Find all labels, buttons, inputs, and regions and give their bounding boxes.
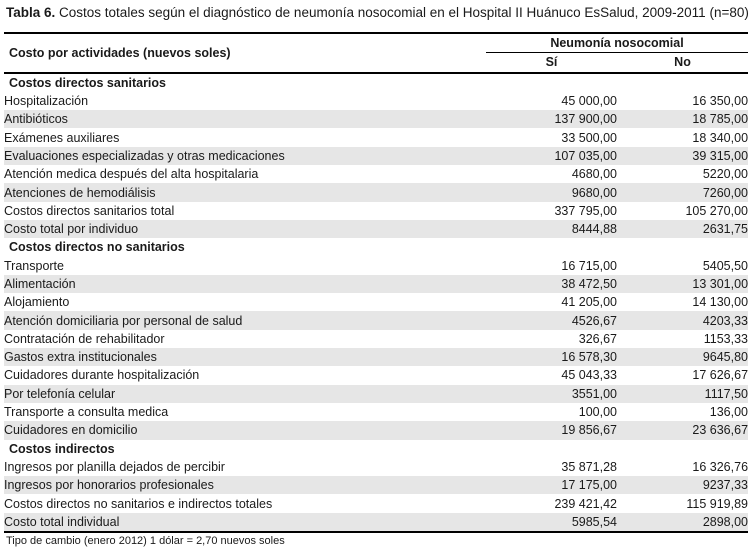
value-no: 2898,00 — [617, 513, 748, 532]
table-row — [4, 421, 748, 439]
table-row — [4, 275, 748, 293]
value-si: 45 043,33 — [561, 368, 617, 383]
group-header: Neumonía nosocomial — [486, 33, 748, 53]
row-label: Costos directos sanitarios total — [4, 203, 175, 218]
table-row — [4, 366, 748, 384]
value-si: 3551,00 — [486, 385, 617, 403]
value-no: 7260,00 — [617, 183, 748, 201]
table-row — [4, 513, 748, 532]
row-label: Transporte a consulta medica — [4, 405, 169, 420]
value-no: 9237,33 — [617, 476, 748, 494]
section-row — [4, 73, 748, 92]
table-row — [4, 183, 748, 201]
row-label: Cuidadores durante hospitalización — [4, 368, 200, 383]
section-row — [4, 238, 748, 256]
row-label: Atención medica después del alta hospitalaria — [4, 167, 259, 182]
row-label: Ingresos por planilla dejados de percibir — [4, 459, 225, 474]
row-label: Ingresos por honorarios profesionales — [4, 476, 486, 494]
table-caption — [6, 5, 748, 21]
header-row-top — [4, 33, 748, 53]
value-si: 19 856,67 — [486, 421, 617, 439]
value-si: 45 000,00 — [561, 94, 617, 109]
table-row — [4, 311, 748, 329]
col-header-si: Sí — [486, 53, 617, 73]
value-si: 17 175,00 — [486, 476, 617, 494]
table-row — [4, 385, 748, 403]
row-label: Costo total individual — [4, 513, 486, 532]
row-label: Atenciones de hemodiálisis — [4, 183, 486, 201]
value-no: 5405,50 — [702, 258, 749, 273]
value-no: 9645,80 — [617, 348, 748, 366]
row-label: Cuidadores en domicilio — [4, 421, 486, 439]
table-row — [4, 165, 748, 183]
table-row — [4, 257, 748, 275]
value-si: 4680,00 — [571, 167, 617, 182]
value-si: 326,67 — [578, 331, 617, 346]
section-title: Costos indirectos — [9, 441, 115, 456]
caption-text: Costos totales según el diagnóstico de neumonía nosocomial en el Hospital II Huánuco EsSalud, 2009-2011 (n=80) — [55, 5, 749, 20]
value-no: 14 130,00 — [692, 295, 749, 310]
value-no: 1153,33 — [703, 331, 749, 346]
value-no: 2631,75 — [617, 220, 748, 238]
value-no: 16 326,76 — [692, 459, 749, 474]
row-label-header: Costo por actividades (nuevos soles) — [4, 33, 486, 73]
table-body — [4, 73, 748, 532]
value-no: 23 636,67 — [617, 421, 748, 439]
table-row — [4, 348, 748, 366]
table-row — [4, 458, 748, 476]
value-no: 39 315,00 — [617, 147, 748, 165]
row-label: Costo total por individuo — [4, 220, 486, 238]
value-si: 107 035,00 — [486, 147, 617, 165]
col-header-no: No — [617, 53, 748, 73]
row-label: Alojamiento — [4, 295, 70, 310]
value-si: 16 715,00 — [561, 258, 617, 273]
row-label: Costos directos no sanitarios e indirectos totales — [4, 496, 273, 511]
value-no: 17 626,67 — [692, 368, 749, 383]
footnote: Tipo de cambio (enero 2012) 1 dólar = 2,70 nuevos soles — [6, 535, 285, 547]
value-no: 16 350,00 — [692, 94, 749, 109]
value-no: 105 270,00 — [685, 203, 749, 218]
caption-label: Tabla 6. — [6, 5, 56, 20]
row-label: Evaluaciones especializadas y otras medicaciones — [4, 147, 486, 165]
value-no: 4203,33 — [617, 311, 748, 329]
value-si: 4526,67 — [486, 311, 617, 329]
row-label: Exámenes auxiliares — [4, 130, 120, 145]
row-label: Antibióticos — [4, 110, 486, 128]
value-si: 239 421,42 — [554, 496, 617, 511]
table-row — [4, 293, 748, 311]
section-row — [4, 440, 748, 458]
value-si: 5985,54 — [486, 513, 617, 532]
value-si: 9680,00 — [486, 183, 617, 201]
value-no: 18 785,00 — [617, 110, 748, 128]
value-si: 8444,88 — [486, 220, 617, 238]
table-row — [4, 202, 748, 220]
table-header — [4, 33, 748, 73]
value-si: 35 871,28 — [561, 459, 617, 474]
value-no: 13 301,00 — [617, 275, 748, 293]
table-row — [4, 110, 748, 128]
row-label: Atención domiciliaria por personal de salud — [4, 311, 486, 329]
table-row — [4, 92, 748, 110]
value-no: 5220,00 — [702, 167, 749, 182]
value-no: 136,00 — [709, 405, 749, 420]
table-row — [4, 330, 748, 348]
row-label: Por telefonía celular — [4, 385, 486, 403]
row-label: Contratación de rehabilitador — [4, 331, 165, 346]
section-title: Costos directos sanitarios — [9, 75, 166, 90]
table-row — [4, 220, 748, 238]
table-row — [4, 476, 748, 494]
row-label: Gastos extra institucionales — [4, 348, 486, 366]
table-row — [4, 128, 748, 146]
value-si: 100,00 — [578, 405, 617, 420]
table-row — [4, 147, 748, 165]
value-no: 18 340,00 — [692, 130, 749, 145]
value-no: 1117,50 — [617, 385, 748, 403]
table-row — [4, 403, 748, 421]
value-si: 16 578,30 — [486, 348, 617, 366]
value-si: 33 500,00 — [561, 130, 617, 145]
value-si: 337 795,00 — [554, 203, 617, 218]
row-label: Transporte — [4, 258, 64, 273]
value-no: 115 919,89 — [686, 496, 749, 511]
table-row — [4, 494, 748, 512]
value-si: 38 472,50 — [486, 275, 617, 293]
row-label: Alimentación — [4, 275, 486, 293]
value-si: 137 900,00 — [486, 110, 617, 128]
row-label: Hospitalización — [4, 94, 89, 109]
costs-table — [4, 32, 748, 533]
section-title: Costos directos no sanitarios — [9, 240, 185, 255]
value-si: 41 205,00 — [561, 295, 617, 310]
